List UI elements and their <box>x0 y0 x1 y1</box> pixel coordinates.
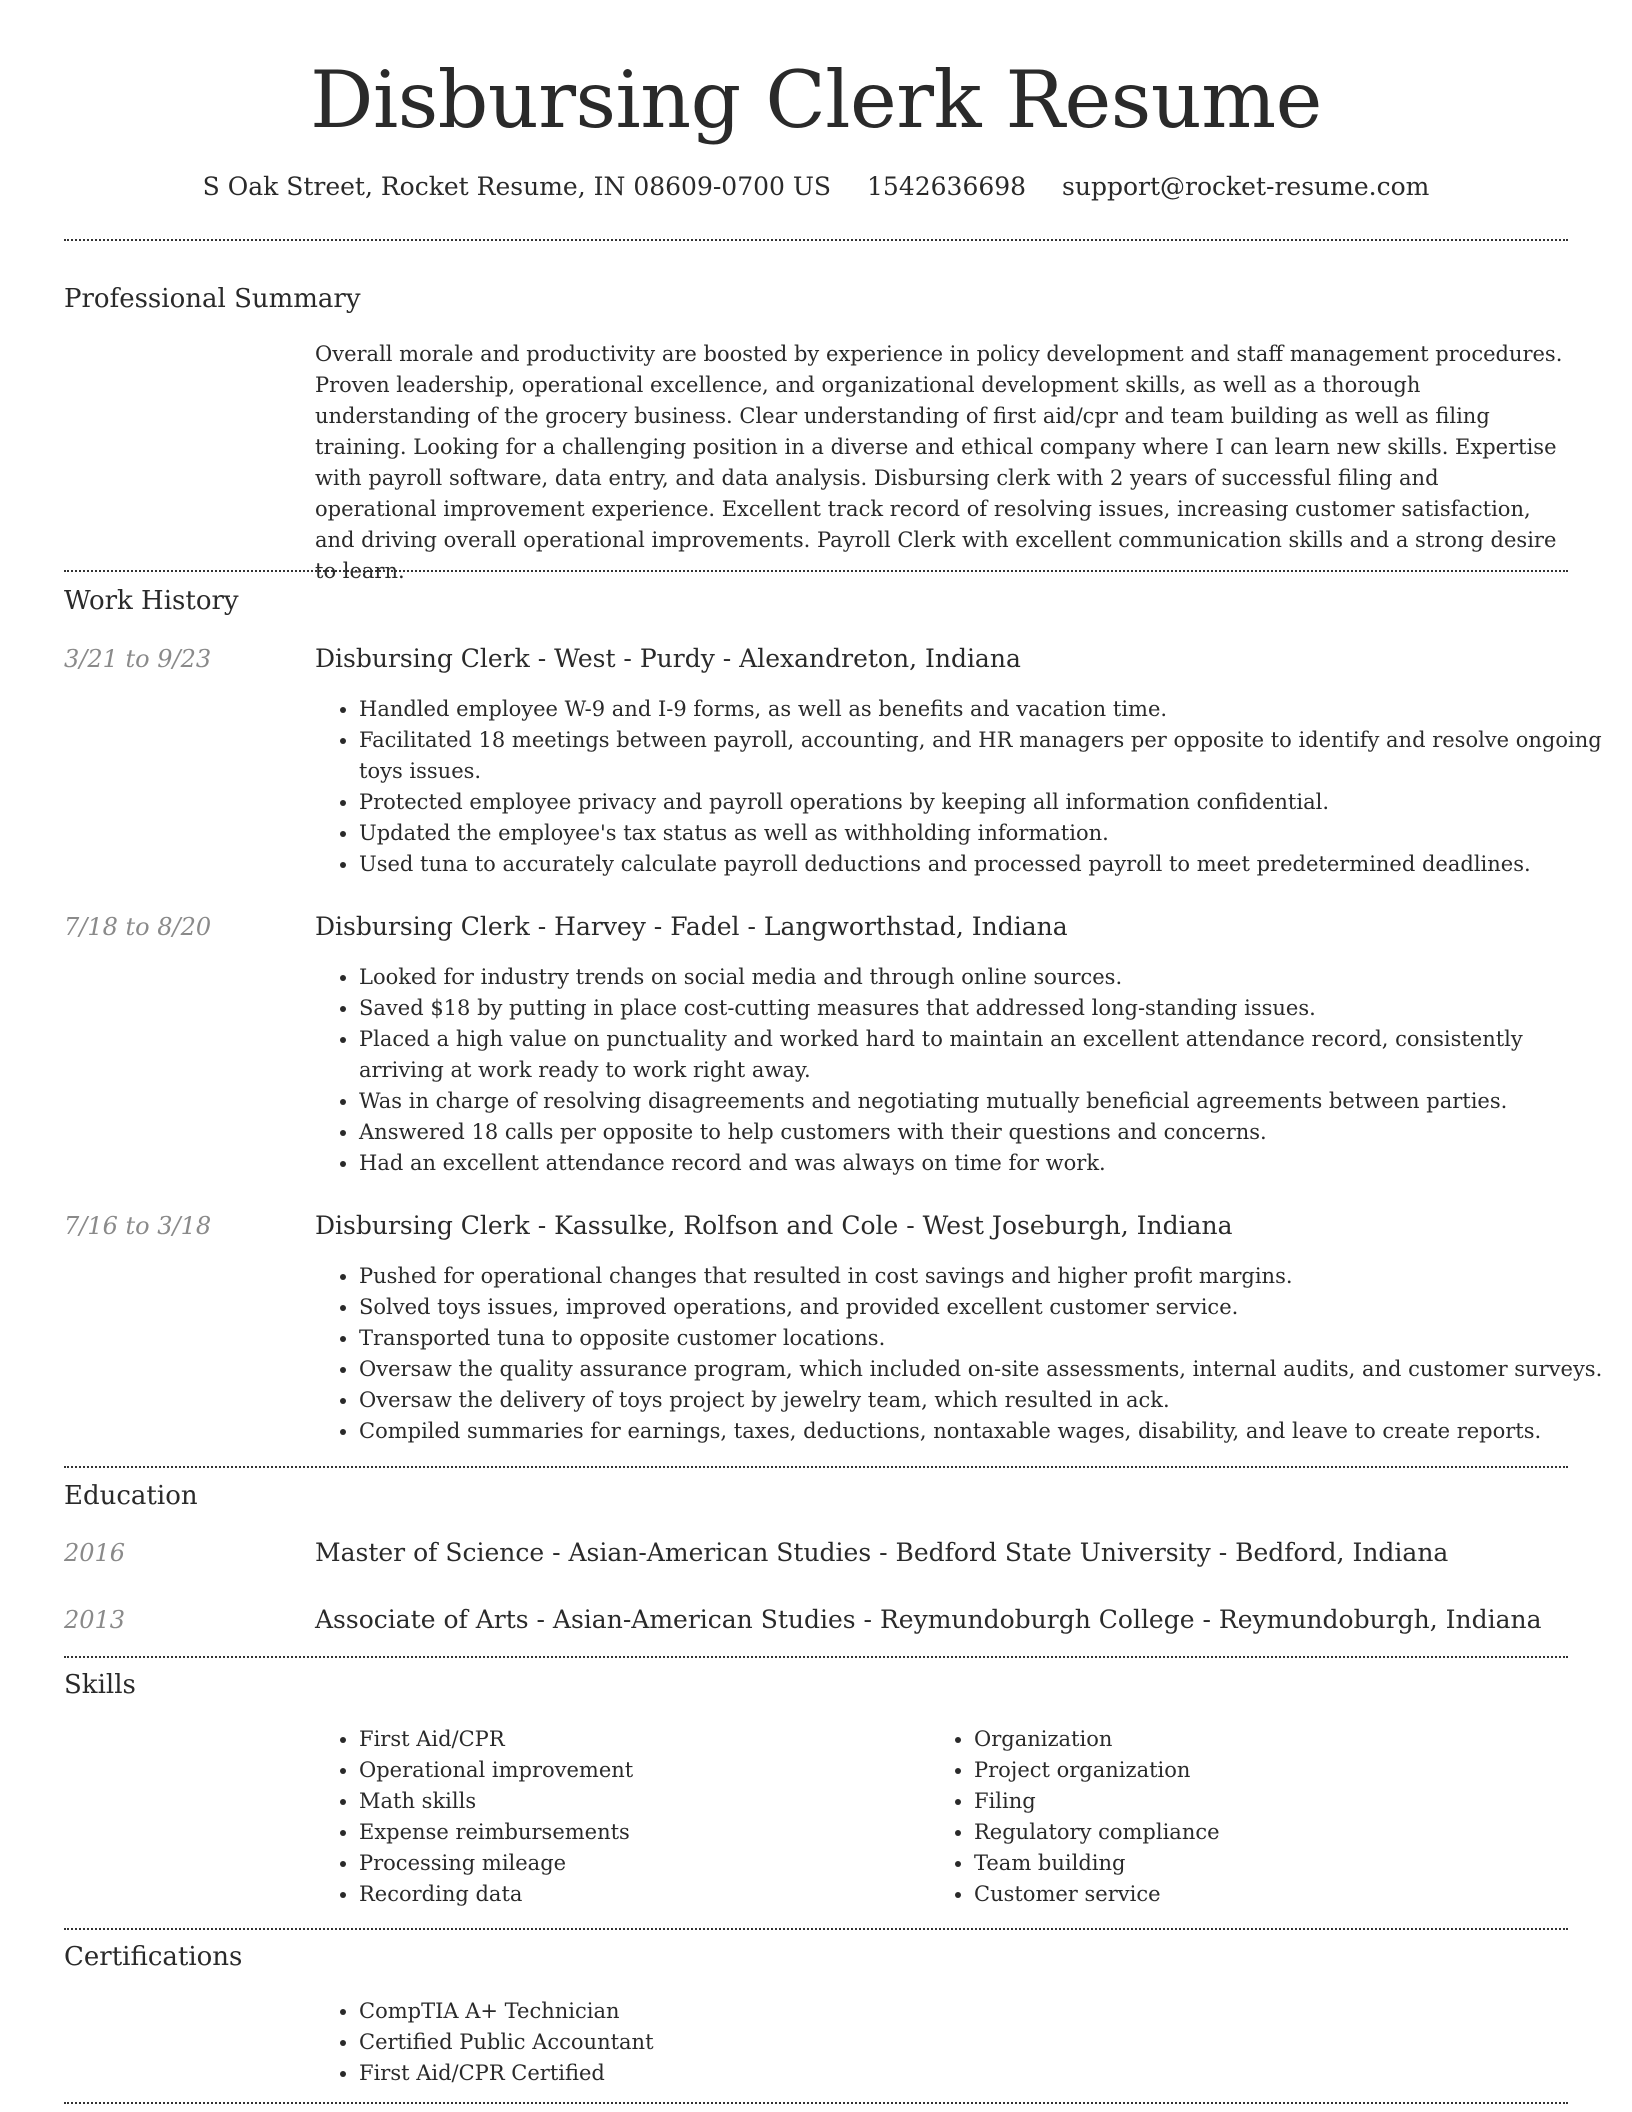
divider <box>64 1928 1568 1930</box>
contact-phone: 1542636698 <box>867 172 1027 201</box>
list-item: • Transported tuna to opposite customer locations. <box>359 1323 1609 1354</box>
education-heading: Education <box>64 1481 198 1511</box>
skills-list-right <box>930 1724 1574 1910</box>
work-heading: Work History <box>64 586 239 616</box>
list-item: • Saved $18 by putting in place cost-cutting measures that addressed long-standing issues. <box>359 993 1609 1024</box>
contact-email: support@rocket-resume.com <box>1062 172 1430 201</box>
list-item: • Recording data <box>359 1879 959 1910</box>
summary-body <box>315 339 1565 587</box>
contact-line <box>0 170 1632 204</box>
list-item: • Math skills <box>359 1786 959 1817</box>
divider <box>64 2102 1568 2104</box>
list-item: • Had an excellent attendance record and was always on time for work. <box>359 1148 1609 1179</box>
job-dates: 7/16 to 3/18 <box>64 1212 212 1240</box>
list-item: • Oversaw the quality assurance program, which included on-site assessments, internal audits, and customer surveys. <box>359 1354 1609 1385</box>
divider <box>64 570 1568 572</box>
education-year: 2013 <box>64 1606 126 1634</box>
job-title: Disbursing Clerk - Kassulke, Rolfson and Cole - West Joseburgh, Indiana <box>315 1211 1233 1240</box>
list-item: • Protected employee privacy and payroll operations by keeping all information confidential. <box>359 787 1609 818</box>
list-item: • Handled employee W-9 and I-9 forms, as well as benefits and vacation time. <box>359 694 1609 725</box>
list-item: • CompTIA A+ Technician <box>359 1996 1609 2027</box>
list-item: • Expense reimbursements <box>359 1817 959 1848</box>
summary-text: Overall morale and productivity are boosted by experience in policy development and staff management procedures. Proven leadership, operational excellence, and organizational development skills, as well as a thorough understanding of the grocery business. Clear understanding of first aid/cpr and team building as well as filing training. Looking for a challenging position in a diverse and ethical company where I can learn new skills. Expertise with payroll software, data entry, and data analysis. Disbursing clerk with 2 years of successful filing and operational improvement experience. Excellent track record of resolving issues, increasing customer satisfaction, and driving overall operational improvements. Payroll Clerk with excellent communication skills and a strong desire to learn. <box>315 342 1563 583</box>
list-item: • Facilitated 18 meetings between payroll, accounting, and HR managers per opposite to identify and resolve ongoing toys issues. <box>359 725 1609 787</box>
summary-heading: Professional Summary <box>64 284 361 314</box>
list-item: • Project organization <box>974 1755 1574 1786</box>
job-bullets <box>315 962 1609 1179</box>
list-item: • Filing <box>974 1786 1574 1817</box>
list-item: • Looked for industry trends on social media and through online sources. <box>359 962 1609 993</box>
job-bullets <box>315 694 1609 880</box>
job-dates: 7/18 to 8/20 <box>64 913 212 941</box>
list-item: • Solved toys issues, improved operations, and provided excellent customer service. <box>359 1292 1609 1323</box>
job-title: Disbursing Clerk - West - Purdy - Alexandreton, Indiana <box>315 644 1021 673</box>
list-item: • Organization <box>974 1724 1574 1755</box>
contact-address: S Oak Street, Rocket Resume, IN 08609-0700 US <box>202 172 832 201</box>
list-item: • Placed a high value on punctuality and worked hard to maintain an excellent attendance record, consistently arriving at work ready to work right away. <box>359 1024 1609 1086</box>
list-item: • Updated the employee's tax status as well as withholding information. <box>359 818 1609 849</box>
divider <box>64 1466 1568 1468</box>
list-item: • Pushed for operational changes that resulted in cost savings and higher profit margins. <box>359 1261 1609 1292</box>
divider <box>64 1656 1568 1658</box>
skills-list-left <box>315 1724 959 1910</box>
resume-title: Disbursing Clerk Resume <box>310 54 1322 146</box>
list-item: • First Aid/CPR Certified <box>359 2058 1609 2089</box>
list-item: • Oversaw the delivery of toys project by jewelry team, which resulted in ack. <box>359 1385 1609 1416</box>
list-item: • Used tuna to accurately calculate payroll deductions and processed payroll to meet predetermined deadlines. <box>359 849 1609 880</box>
list-item: • First Aid/CPR <box>359 1724 959 1755</box>
skills-heading: Skills <box>64 1670 136 1700</box>
list-item: • Certified Public Accountant <box>359 2027 1609 2058</box>
job-dates: 3/21 to 9/23 <box>64 645 212 673</box>
certifications-heading: Certifications <box>64 1942 243 1972</box>
list-item: • Processing mileage <box>359 1848 959 1879</box>
job-title: Disbursing Clerk - Harvey - Fadel - Langworthstad, Indiana <box>315 912 1068 941</box>
certifications-list <box>315 1996 1609 2089</box>
education-title: Master of Science - Asian-American Studies - Bedford State University - Bedford, Indiana <box>315 1538 1449 1567</box>
job-bullets <box>315 1261 1609 1447</box>
list-item: • Was in charge of resolving disagreements and negotiating mutually beneficial agreements between parties. <box>359 1086 1609 1117</box>
education-year: 2016 <box>64 1539 126 1567</box>
education-title: Associate of Arts - Asian-American Studies - Reymundoburgh College - Reymundoburgh, Indiana <box>315 1605 1542 1634</box>
resume-header <box>0 0 1632 204</box>
divider <box>64 239 1568 241</box>
list-item: • Team building <box>974 1848 1574 1879</box>
list-item: • Operational improvement <box>359 1755 959 1786</box>
list-item: • Customer service <box>974 1879 1574 1910</box>
list-item: • Compiled summaries for earnings, taxes, deductions, nontaxable wages, disability, and leave to create reports. <box>359 1416 1609 1447</box>
list-item: • Answered 18 calls per opposite to help customers with their questions and concerns. <box>359 1117 1609 1148</box>
list-item: • Regulatory compliance <box>974 1817 1574 1848</box>
